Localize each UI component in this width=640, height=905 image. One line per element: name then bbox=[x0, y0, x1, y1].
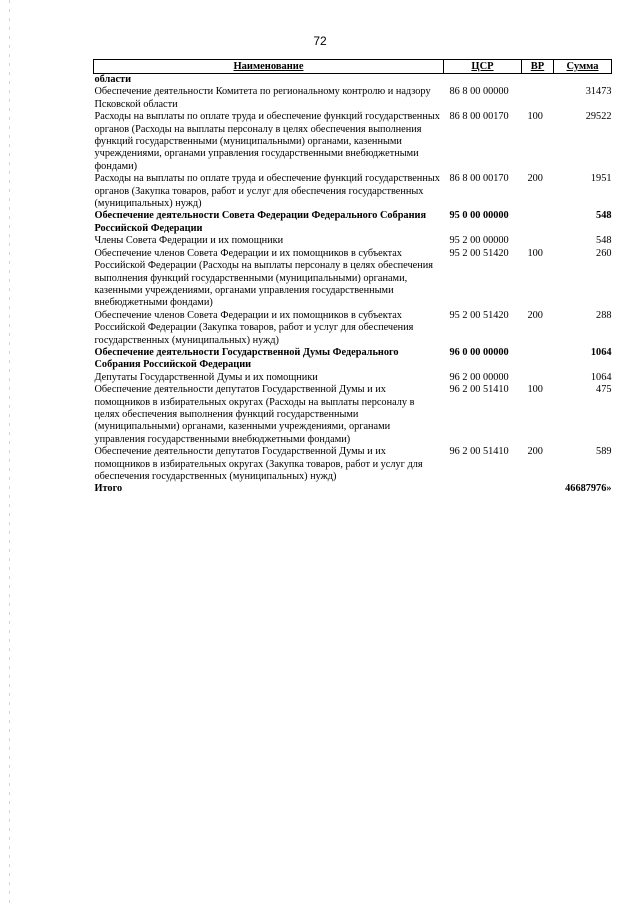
cell-name: Депутаты Государственной Думы и их помощники bbox=[94, 371, 318, 383]
cell-vr bbox=[522, 210, 554, 235]
cell-csr: 86 8 00 00170 bbox=[449, 111, 509, 123]
cell-sum: 1951 bbox=[590, 173, 612, 185]
cell-vr: 200 bbox=[527, 446, 543, 458]
cell-sum: 475 bbox=[596, 384, 612, 396]
header-sum: Сумма bbox=[554, 60, 612, 74]
cell-name: Обеспечение деятельности Государственной Думы Федерального Собрания Российской Федерации bbox=[94, 346, 399, 371]
table-row bbox=[94, 86, 612, 111]
cell-sum: 46687976» bbox=[565, 483, 612, 495]
cell-name: Обеспечение деятельности Комитета по региональному контролю и надзору Псковской области bbox=[94, 86, 431, 110]
cell-sum: 288 bbox=[596, 309, 612, 321]
cell-vr: 200 bbox=[527, 309, 543, 321]
cell-csr: 96 2 00 51410 bbox=[449, 384, 509, 396]
header-vr: ВР bbox=[522, 60, 554, 74]
cell-name: Расходы на выплаты по оплате труда и обеспечение функций государственных органов (Закупка товаров, работ и услуг для обеспечения государственных (муниципальных) нужд) bbox=[94, 173, 440, 210]
scan-edge-artifact bbox=[9, 0, 10, 905]
cell-name: Обеспечение деятельности Совета Федерации Федерального Собрания Российской Федерации bbox=[94, 210, 427, 234]
table-row bbox=[94, 74, 612, 87]
header-csr: ЦСР bbox=[444, 60, 522, 74]
cell-name: Члены Совета Федерации и их помощники bbox=[94, 235, 284, 247]
cell-sum: 1064 bbox=[590, 346, 612, 358]
cell-csr: 96 2 00 51410 bbox=[449, 446, 509, 458]
table-header bbox=[94, 60, 612, 74]
cell-sum bbox=[554, 74, 612, 87]
cell-csr: 96 2 00 00000 bbox=[449, 371, 509, 383]
cell-csr: 86 8 00 00000 bbox=[449, 86, 509, 98]
cell-sum: 31473 bbox=[585, 86, 612, 98]
cell-sum: 29522 bbox=[585, 111, 612, 123]
table-row bbox=[94, 111, 612, 173]
cell-sum: 548 bbox=[596, 210, 612, 222]
table-row bbox=[94, 235, 612, 247]
cell-vr: 100 bbox=[527, 247, 543, 259]
cell-name: области bbox=[94, 74, 132, 85]
cell-name: Обеспечение деятельности депутатов Государственной Думы и их помощников в избирательных округах (Закупка товаров, работ и услуг для обеспечения государственных (муниципальных) нужд) bbox=[94, 446, 423, 482]
table-row bbox=[94, 248, 612, 310]
cell-name: Обеспечение членов Совета Федерации и их помощников в субъектах Российской Федерации (Закупка товаров, работ и услуг для обеспечения государственных (муниципальных) нужд) bbox=[94, 309, 414, 346]
header-row bbox=[94, 60, 612, 74]
cell-vr bbox=[522, 86, 554, 111]
cell-csr: 95 2 00 51420 bbox=[449, 309, 509, 321]
cell-vr: 100 bbox=[527, 384, 543, 396]
cell-vr: 100 bbox=[527, 111, 543, 123]
table-row bbox=[94, 384, 612, 446]
cell-vr bbox=[522, 483, 554, 495]
cell-csr: 86 8 00 00170 bbox=[449, 173, 509, 185]
cell-vr bbox=[522, 74, 554, 87]
cell-sum: 260 bbox=[596, 247, 612, 259]
cell-name: Обеспечение членов Совета Федерации и их помощников в субъектах Российской Федерации (Расходы на выплаты персоналу в целях обеспечения выполнения функций государственными (муниципальными) органами, казенными учреждениями, органами управления государственными внебюджетными фондами) bbox=[94, 247, 433, 309]
page-number: 72 bbox=[313, 34, 327, 48]
table-row bbox=[94, 310, 612, 347]
cell-csr bbox=[444, 74, 522, 87]
cell-csr: 95 2 00 00000 bbox=[449, 235, 509, 247]
table-row bbox=[94, 446, 612, 483]
table-row bbox=[94, 173, 612, 210]
cell-vr bbox=[522, 372, 554, 384]
cell-vr: 200 bbox=[527, 173, 543, 185]
cell-sum: 589 bbox=[596, 446, 612, 458]
cell-csr bbox=[444, 483, 522, 495]
cell-name: Итого bbox=[94, 483, 123, 495]
cell-name: Расходы на выплаты по оплате труда и обеспечение функций государственных органов (Расходы на выплаты персоналу в целях обеспечения выполнения функций государственными (муниципальными) органами, казенными учреждениями, органами управления государственными внебюджетными фондами) bbox=[94, 111, 440, 172]
table-body bbox=[94, 74, 612, 496]
cell-name: Обеспечение деятельности депутатов Государственной Думы и их помощников в избирательных округах (Расходы на выплаты персоналу в целях обеспечения выполнения функций государственными (муниципальными) органами, казенными учреждениями, органами управления государственными внебюджетными фондами) bbox=[94, 384, 415, 445]
table-row bbox=[94, 372, 612, 384]
cell-csr: 95 0 00 00000 bbox=[449, 210, 509, 222]
table-row bbox=[94, 347, 612, 372]
table-row bbox=[94, 210, 612, 235]
cell-vr bbox=[522, 235, 554, 247]
cell-sum: 548 bbox=[596, 235, 612, 247]
header-name: Наименование bbox=[94, 60, 444, 74]
cell-csr: 96 0 00 00000 bbox=[449, 346, 509, 358]
cell-csr: 95 2 00 51420 bbox=[449, 247, 509, 259]
cell-vr bbox=[522, 347, 554, 372]
table-row bbox=[94, 483, 612, 495]
budget-table bbox=[93, 59, 612, 496]
cell-sum: 1064 bbox=[590, 371, 612, 383]
